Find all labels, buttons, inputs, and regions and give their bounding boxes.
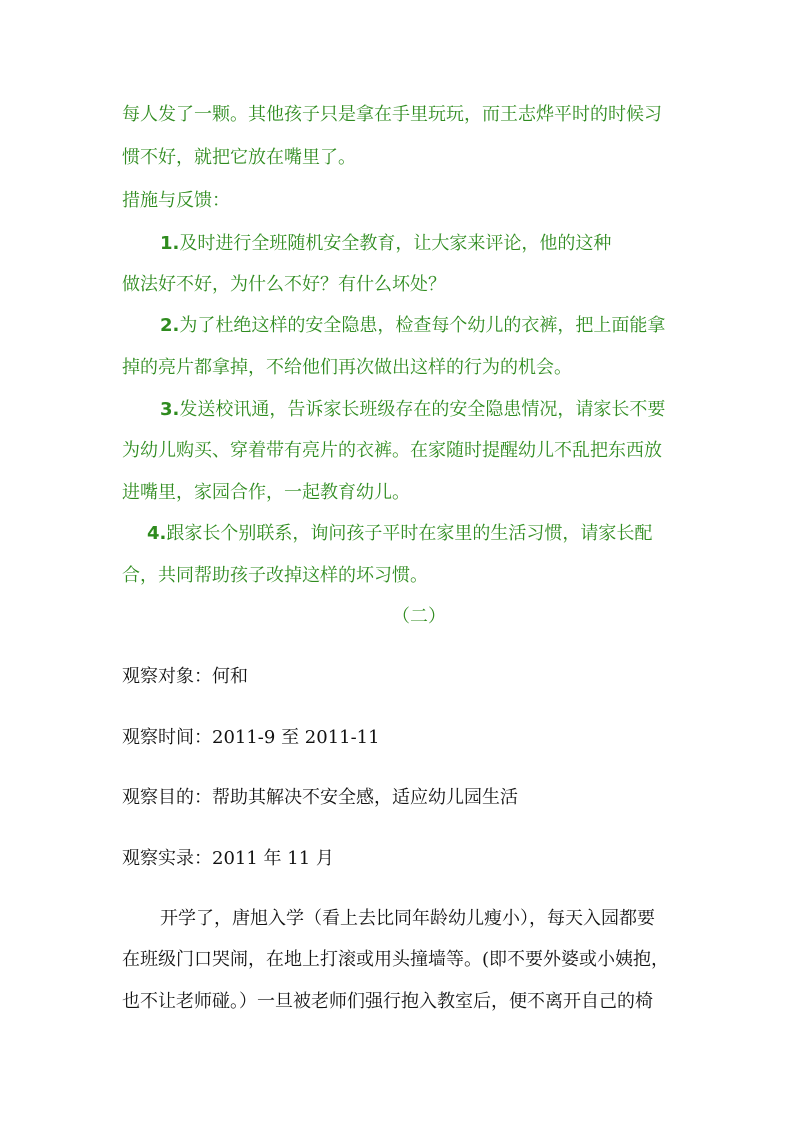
measure-item-1-line-2: 做法好不好，为什么不好？有什么坏处？: [122, 274, 446, 295]
observation-subject: 观察对象：何和: [122, 666, 248, 687]
record-body-line-2: 在班级门口哭闹，在地上打滚或用头撞墙等。(即不要外婆或小姨抱，: [122, 949, 670, 970]
record-body-line-1: 开学了，唐旭入学（看上去比同年龄幼儿瘦小），每天入园都要: [160, 908, 655, 929]
intro-line-1: 每人发了一颗。其他孩子只是拿在手里玩玩，而王志烨平时的时候习: [122, 104, 662, 125]
measure-item-4-line-1: [147, 522, 652, 546]
measure-item-4-line-2: 合，共同帮助孩子改掉这样的坏习惯。: [122, 565, 428, 586]
measure-item-4-text-1: 跟家长个别联系，询问孩子平时在家里的生活习惯，请家长配: [166, 523, 653, 544]
observation-time: 观察时间：2011-9 至 2011-11: [122, 727, 380, 748]
measure-item-3-line-2: 为幼儿购买、穿着带有亮片的衣裤。在家随时提醒幼儿不乱把东西放: [122, 440, 662, 461]
measure-item-2-line-2: 掉的亮片都拿掉，不给他们再次做出这样的行为的机会。: [122, 357, 572, 378]
measure-item-3-line-3: 进嘴里，家园合作，一起教育幼儿。: [122, 482, 410, 503]
measure-item-1-line-1: [160, 232, 611, 256]
record-body-line-3: 也不让老师碰。）一旦被老师们强行抱入教室后，便不离开自己的椅: [122, 991, 653, 1012]
measures-heading: 措施与反馈：: [122, 190, 230, 211]
measure-item-3-line-1: [160, 398, 665, 422]
intro-line-2: 惯不好，就把它放在嘴里了。: [122, 147, 356, 168]
observation-record: 观察实录：2011 年 11 月: [122, 848, 334, 869]
measure-item-4-number: 4.: [147, 523, 167, 544]
measure-item-1-text-1: 及时进行全班随机安全教育，让大家来评论，他的这种: [179, 233, 612, 254]
measure-item-2-number: 2.: [160, 315, 180, 336]
measure-item-2-line-1: [160, 314, 665, 338]
section-2-heading: （二）: [392, 606, 446, 627]
measure-item-2-text-1: 为了杜绝这样的安全隐患，检查每个幼儿的衣裤，把上面能拿: [179, 315, 666, 336]
measure-item-3-number: 3.: [160, 399, 180, 420]
measure-item-3-text-1: 发送校讯通，告诉家长班级存在的安全隐患情况，请家长不要: [179, 399, 666, 420]
measure-item-1-number: 1.: [160, 233, 180, 254]
observation-purpose: 观察目的：帮助其解决不安全感，适应幼儿园生活: [122, 787, 518, 808]
